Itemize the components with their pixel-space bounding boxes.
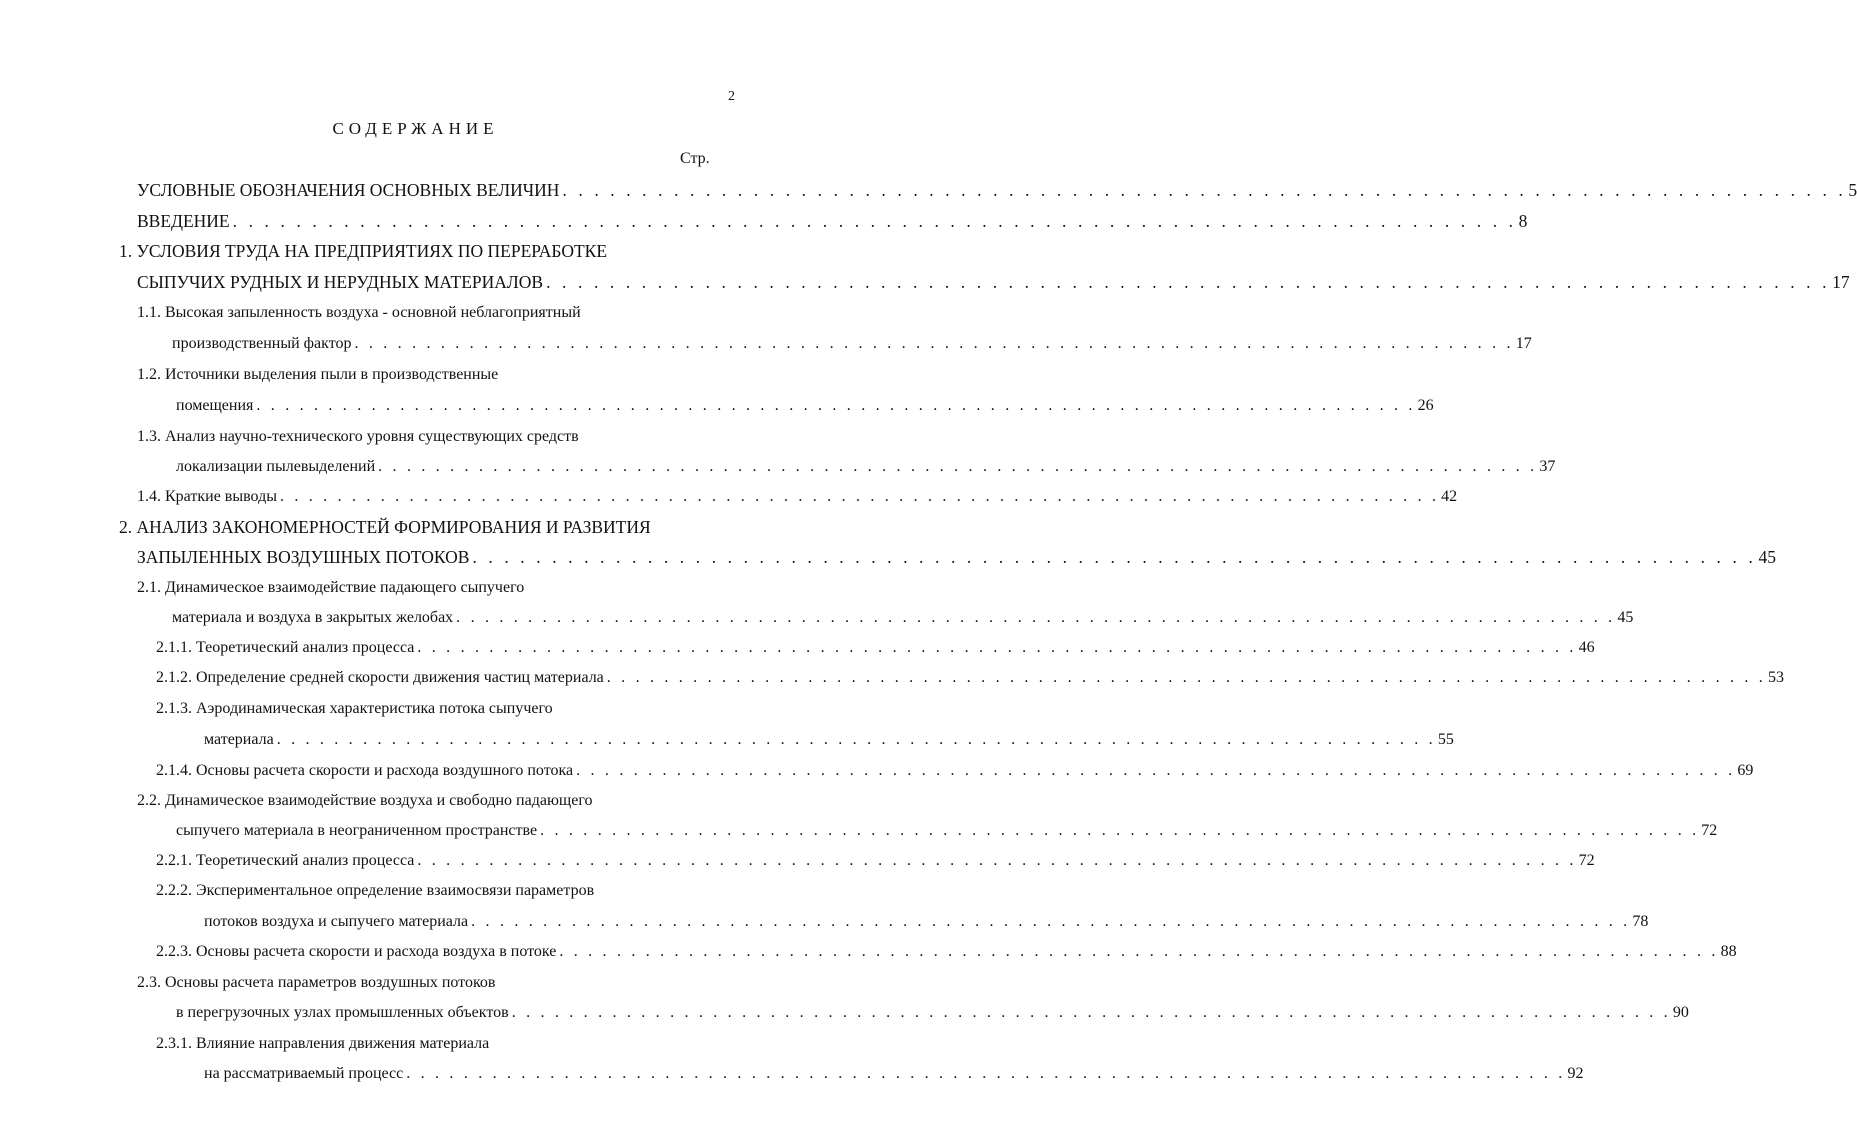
toc-entry-title: 2.2.1. Теоретический анализ процесса [156,852,415,869]
toc-entry-2-3-line1: 2.3. Основы расчета параметров воздушных потоков [137,974,496,991]
toc-entry-2-2-line1: 2.2. Динамическое взаимодействие воздуха и свободно падающего [137,792,593,809]
toc-entry-2-2-1 [156,851,1595,871]
toc-entry-page: 72 [1578,852,1595,869]
toc-entry-title: 2.2.3. Основы расчета скорости и расхода воздуха в потоке [156,943,557,960]
toc-entry-page: 17 [1832,272,1850,292]
toc-entry-1-2-line1: 1.2. Источники выделения пыли в производственные [137,366,499,383]
toc-leader-dots: . . . . . . . . . . . . . . . . . . . . . . . . . . . . . . . . . . . . . . . . . . . . . . . . . . . . . . . . . . . . . . . . . . . . . . . . . . . . . . . . . [511,1004,1671,1021]
toc-entry-2-1 [172,608,1634,628]
toc-entry-title: в перегрузочных узлах промышленных объектов [176,1004,509,1021]
toc-entry-1-3-line1: 1.3. Анализ научно-технического уровня существующих средств [137,428,579,445]
toc-leader-dots: . . . . . . . . . . . . . . . . . . . . . . . . . . . . . . . . . . . . . . . . . . . . . . . . . . . . . . . . . . . . . . . . . . . . . . . . . . . . . . . . . [232,211,1517,231]
toc-leader-dots: . . . . . . . . . . . . . . . . . . . . . . . . . . . . . . . . . . . . . . . . . . . . . . . . . . . . . . . . . . . . . . . . . . . . . . . . . . . . . . . . . [378,458,1538,475]
toc-entry-title: ЗАПЫЛЕННЫХ ВОЗДУШНЫХ ПОТОКОВ [137,547,470,567]
toc-entry-2-1-3 [204,730,1454,750]
toc-entry-page: 37 [1539,458,1556,475]
toc-entry-title: 1.4. Краткие выводы [137,488,277,505]
toc-entry-1-4 [137,487,1458,507]
toc-entry-2-2 [176,821,1718,841]
toc-entry-title: сыпучего материала в неограниченном пространстве [176,822,538,839]
toc-entry-ch1-line1: 1. УСЛОВИЯ ТРУДА НА ПРЕДПРИЯТИЯХ ПО ПЕРЕРАБОТКЕ [119,241,608,261]
toc-entry-page: 45 [1617,609,1634,626]
toc-entry-page: 46 [1578,639,1595,656]
toc-entry-intro [137,211,1528,231]
toc-entry-page: 26 [1417,397,1434,414]
toc-entry-2-2-2-line1: 2.2.2. Экспериментальное определение взаимосвязи параметров [156,882,595,899]
toc-entry-ch2-line1: 2. АНАЛИЗ ЗАКОНОМЕРНОСТЕЙ ФОРМИРОВАНИЯ И РАЗВИТИЯ [119,517,651,537]
page-number: 2 [728,89,735,104]
toc-leader-dots: . . . . . . . . . . . . . . . . . . . . . . . . . . . . . . . . . . . . . . . . . . . . . . . . . . . . . . . . . . . . . . . . . . . . . . . . . . . . . . . . . [279,488,1440,505]
toc-entry-page: 8 [1518,211,1528,231]
toc-entry-page: 42 [1441,488,1458,505]
toc-entry-1-2 [176,396,1434,416]
toc-leader-dots: . . . . . . . . . . . . . . . . . . . . . . . . . . . . . . . . . . . . . . . . . . . . . . . . . . . . . . . . . . . . . . . . . . . . . . . . . . . . . . . . . [417,639,1577,656]
toc-entry-2-3 [176,1003,1689,1023]
toc-entry-page: 72 [1701,822,1718,839]
toc-entry-page: 92 [1567,1065,1584,1082]
toc-entry-title: на рассматриваемый процесс [204,1065,404,1082]
toc-entry-page: 78 [1632,913,1649,930]
toc-entry-2-1-line1: 2.1. Динамическое взаимодействие падающего сыпучего [137,579,525,596]
toc-leader-dots: . . . . . . . . . . . . . . . . . . . . . . . . . . . . . . . . . . . . . . . . . . . . . . . . . . . . . . . . . . . . . . . . . . . . . . . . . . . . . . . . . [559,943,1719,960]
toc-entry-title: локализации пылевыделений [176,458,376,475]
toc-leader-dots: . . . . . . . . . . . . . . . . . . . . . . . . . . . . . . . . . . . . . . . . . . . . . . . . . . . . . . . . . . . . . . . . . . . . . . . . . . . . . . . . . [471,913,1631,930]
toc-leader-dots: . . . . . . . . . . . . . . . . . . . . . . . . . . . . . . . . . . . . . . . . . . . . . . . . . . . . . . . . . . . . . . . . . . . . . . . . . . . . . . . . . [354,335,1514,352]
toc-entry-page: 90 [1672,1004,1689,1021]
toc-entry-page: 17 [1515,335,1532,352]
toc-leader-dots: . . . . . . . . . . . . . . . . . . . . . . . . . . . . . . . . . . . . . . . . . . . . . . . . . . . . . . . . . . . . . . . . . . . . . . . . . . . . . . . . . [546,272,1831,292]
toc-leader-dots: . . . . . . . . . . . . . . . . . . . . . . . . . . . . . . . . . . . . . . . . . . . . . . . . . . . . . . . . . . . . . . . . . . . . . . . . . . . . . . . . . [456,609,1616,626]
toc-entry-page: 45 [1758,547,1776,567]
toc-entry-symbols [137,180,1857,200]
toc-entry-title: 2.1.2. Определение средней скорости движения частиц материала [156,669,604,686]
toc-leader-dots: . . . . . . . . . . . . . . . . . . . . . . . . . . . . . . . . . . . . . . . . . . . . . . . . . . . . . . . . . . . . . . . . . . . . . . . . . . . . . . . . . [606,669,1766,686]
toc-entry-page: 69 [1737,762,1754,779]
toc-entry-page: 55 [1437,731,1454,748]
toc-entry-title: ВВЕДЕНИЕ [137,211,230,231]
toc-entry-title: производственный фактор [172,335,352,352]
toc-entry-2-1-2 [156,668,1784,688]
toc-leader-dots: . . . . . . . . . . . . . . . . . . . . . . . . . . . . . . . . . . . . . . . . . . . . . . . . . . . . . . . . . . . . . . . . . . . . . . . . . . . . . . . . . [472,547,1757,567]
toc-entry-2-2-3 [156,942,1737,962]
toc-entry-title: потоков воздуха и сыпучего материала [204,913,469,930]
toc-entry-ch2 [137,547,1776,567]
toc-entry-title: 2.1.4. Основы расчета скорости и расхода воздушного потока [156,762,574,779]
toc-entry-title: помещения [176,397,254,414]
toc-entry-2-3-1-line1: 2.3.1. Влияние направления движения материала [156,1035,490,1052]
toc-entry-1-3 [176,457,1556,477]
toc-leader-dots: . . . . . . . . . . . . . . . . . . . . . . . . . . . . . . . . . . . . . . . . . . . . . . . . . . . . . . . . . . . . . . . . . . . . . . . . . . . . . . . . . [276,731,1436,748]
toc-entry-2-1-1 [156,638,1595,658]
toc-entry-1-1-line1: 1.1. Высокая запыленность воздуха - основной неблагоприятный [137,304,581,321]
toc-entry-2-2-2 [204,912,1649,932]
toc-entry-title: СЫПУЧИХ РУДНЫХ И НЕРУДНЫХ МАТЕРИАЛОВ [137,272,544,292]
page-column-label: Стр. [680,150,710,167]
toc-leader-dots: . . . . . . . . . . . . . . . . . . . . . . . . . . . . . . . . . . . . . . . . . . . . . . . . . . . . . . . . . . . . . . . . . . . . . . . . . . . . . . . . . [576,762,1736,779]
toc-leader-dots: . . . . . . . . . . . . . . . . . . . . . . . . . . . . . . . . . . . . . . . . . . . . . . . . . . . . . . . . . . . . . . . . . . . . . . . . . . . . . . . . . [562,180,1847,200]
toc-leader-dots: . . . . . . . . . . . . . . . . . . . . . . . . . . . . . . . . . . . . . . . . . . . . . . . . . . . . . . . . . . . . . . . . . . . . . . . . . . . . . . . . . [256,397,1416,414]
toc-entry-page: 53 [1767,669,1784,686]
toc-leader-dots: . . . . . . . . . . . . . . . . . . . . . . . . . . . . . . . . . . . . . . . . . . . . . . . . . . . . . . . . . . . . . . . . . . . . . . . . . . . . . . . . . [540,822,1700,839]
toc-entry-ch1 [137,272,1850,292]
toc-leader-dots: . . . . . . . . . . . . . . . . . . . . . . . . . . . . . . . . . . . . . . . . . . . . . . . . . . . . . . . . . . . . . . . . . . . . . . . . . . . . . . . . . [417,852,1577,869]
page-title: СОДЕРЖАНИЕ [332,119,499,138]
toc-entry-page: 5 [1848,180,1857,200]
toc-entry-1-1 [172,334,1532,354]
toc-entry-2-1-3-line1: 2.1.3. Аэродинамическая характеристика потока сыпучего [156,700,553,717]
toc-entry-title: УСЛОВНЫЕ ОБОЗНАЧЕНИЯ ОСНОВНЫХ ВЕЛИЧИН [137,180,560,200]
toc-entry-2-1-4 [156,761,1754,781]
toc-entry-title: 2.1.1. Теоретический анализ процесса [156,639,415,656]
toc-entry-title: материала и воздуха в закрытых желобах [172,609,454,626]
toc-leader-dots: . . . . . . . . . . . . . . . . . . . . . . . . . . . . . . . . . . . . . . . . . . . . . . . . . . . . . . . . . . . . . . . . . . . . . . . . . . . . . . . . . [406,1065,1566,1082]
toc-entry-2-3-1 [204,1064,1584,1084]
toc-entry-page: 88 [1720,943,1737,960]
toc-entry-title: материала [204,731,274,748]
